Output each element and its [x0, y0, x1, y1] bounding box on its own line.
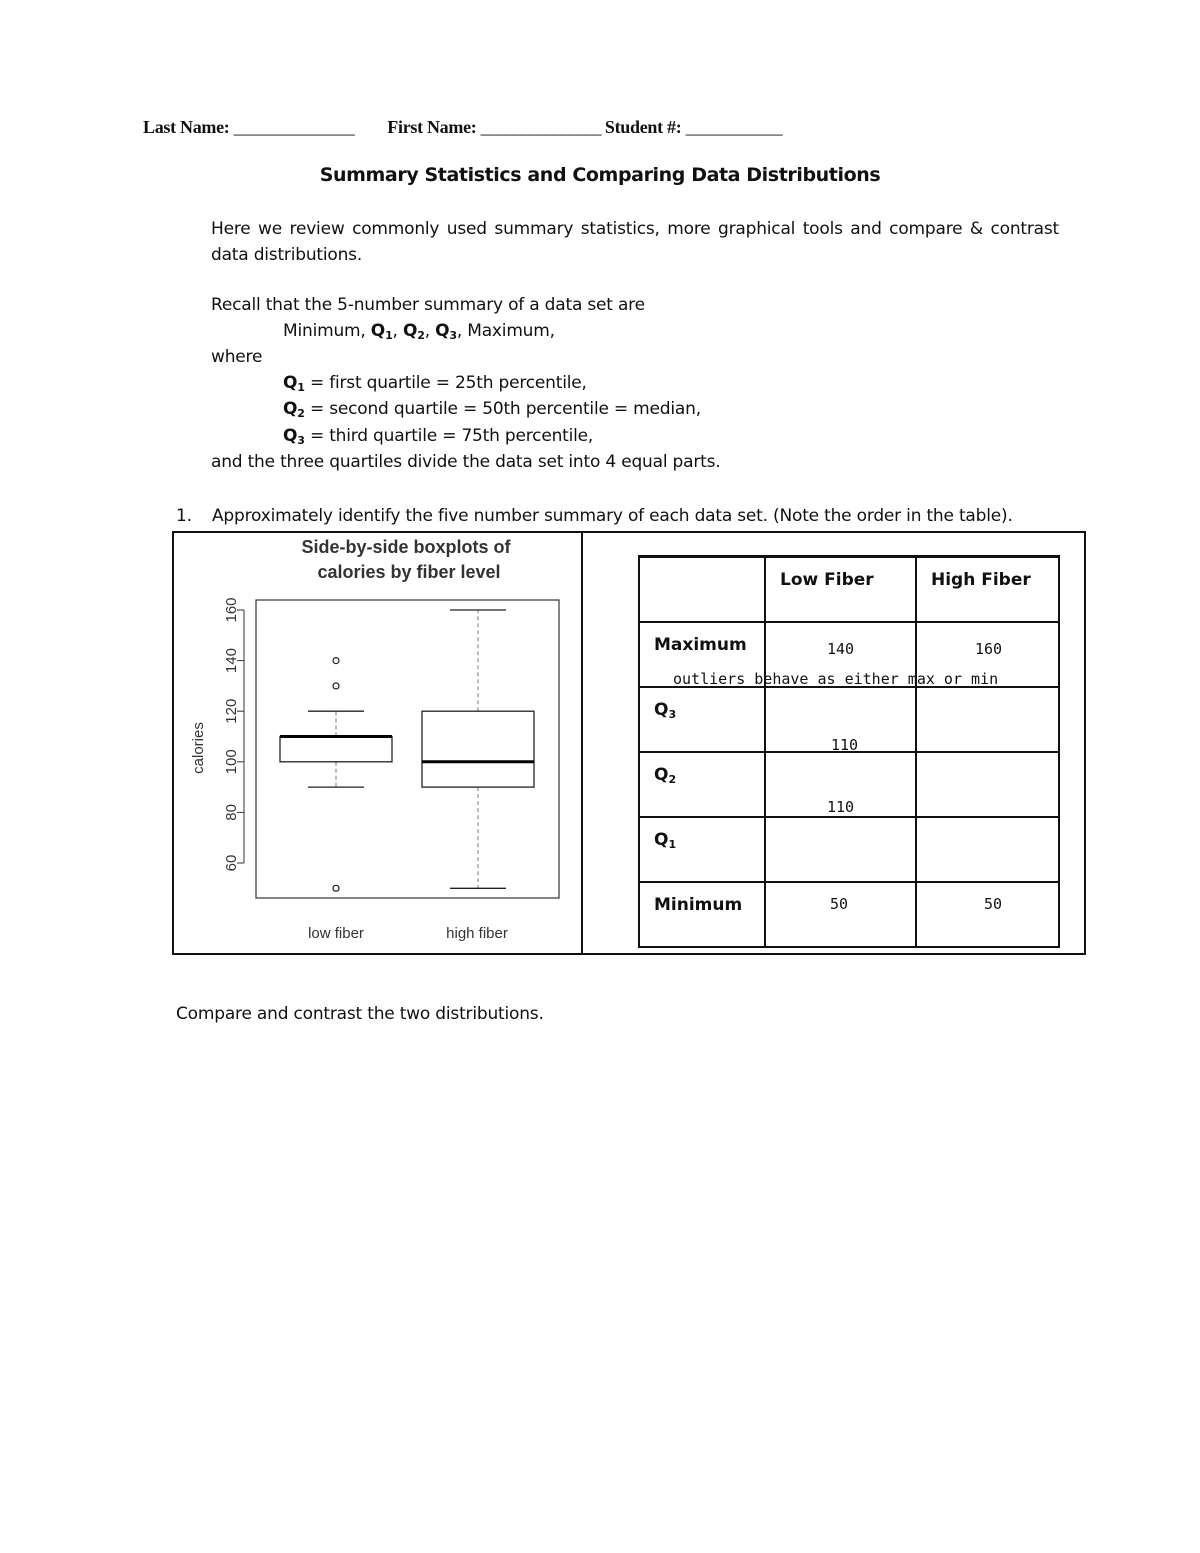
- cell-q1-high[interactable]: [916, 817, 1059, 882]
- student-number-field[interactable]: ____________: [685, 117, 782, 137]
- y-tick-label-140: 140: [223, 648, 240, 674]
- y-axis-label: calories: [190, 722, 207, 774]
- cell-q3-low[interactable]: 110: [765, 687, 916, 752]
- closing-sentence: and the three quartiles divide the data set into 4 equal parts.: [211, 452, 721, 472]
- question-number: 1.: [176, 506, 192, 526]
- question-text: Approximately identify the five number summary of each data set. (Note the order in the table).: [212, 506, 1013, 526]
- cell-q1-low[interactable]: [765, 817, 916, 882]
- boxplot-svg: [176, 534, 578, 950]
- row-label-q2: $Q_2$: [639, 752, 765, 817]
- where-text: where: [211, 347, 263, 367]
- name-header: [143, 117, 1043, 143]
- y-tick-label-80: 80: [223, 804, 240, 821]
- header-high-fiber: High Fiber: [916, 557, 1059, 622]
- x-tick-label-low-fiber: low fiber: [308, 925, 364, 942]
- table-header-row: [639, 557, 1059, 622]
- row-label-q3: $Q_3$: [639, 687, 765, 752]
- outlier-low-fiber-130: [333, 683, 339, 689]
- cell-min-high[interactable]: 50: [916, 882, 1059, 947]
- y-tick-label-100: 100: [223, 749, 240, 775]
- last-name-label: Last Name:: [143, 117, 230, 137]
- chart-title-line-2: calories by fiber level: [317, 562, 501, 582]
- iqr-box-high-fiber: [422, 711, 534, 787]
- outlier-low-fiber-140: [333, 658, 339, 664]
- first-name-label: First Name:: [387, 117, 477, 137]
- row-label-maximum: Maximum: [639, 622, 765, 687]
- table-row-q3: [639, 687, 1059, 752]
- row-label-q1: $Q_1$: [639, 817, 765, 882]
- recall-line: Recall that the 5-number summary of a data set are: [211, 295, 645, 315]
- five-number-list: Minimum, $Q_1$, $Q_2$, $Q_3$, Maximum,: [283, 321, 555, 342]
- cell-max-high[interactable]: 160: [916, 622, 1059, 687]
- frame-divider: [581, 531, 583, 955]
- cell-q2-high[interactable]: [916, 752, 1059, 817]
- student-number-label: Student #:: [604, 117, 682, 137]
- table-row-q1: [639, 817, 1059, 882]
- q1-definition: $Q_1$ = first quartile = 25th percentile,: [283, 373, 587, 394]
- table-row-minimum: [639, 882, 1059, 947]
- y-tick-label-160: 160: [223, 597, 240, 623]
- y-tick-label-60: 60: [223, 854, 240, 872]
- table-row-q2: [639, 752, 1059, 817]
- y-tick-label-120: 120: [223, 698, 240, 724]
- table-corner-cell: [639, 557, 765, 622]
- box-low-fiber: [280, 658, 392, 892]
- chart-title-line-1: Side-by-side boxplots of: [301, 537, 511, 557]
- boxplot-chart: [176, 534, 578, 950]
- x-tick-label-high-fiber: high fiber: [446, 925, 508, 942]
- last-name-field[interactable]: _______________: [233, 117, 354, 137]
- q2-definition: $Q_2$ = second quartile = 50th percentile = median,: [283, 399, 701, 420]
- first-name-field[interactable]: _______________: [480, 117, 601, 137]
- iqr-box-low-fiber: [280, 737, 392, 762]
- box-high-fiber: [422, 610, 534, 888]
- row-label-minimum: Minimum: [639, 882, 765, 947]
- cell-q2-low[interactable]: 110: [765, 752, 916, 817]
- intro-paragraph: Here we review commonly used summary statistics, more graphical tools and compare & contrast data distributions.: [211, 219, 1059, 265]
- cell-max-low[interactable]: 140: [765, 622, 916, 687]
- compare-prompt: Compare and contrast the two distributions.: [176, 1004, 544, 1024]
- outlier-note: outliers behave as either max or min: [673, 670, 999, 688]
- header-low-fiber: Low Fiber: [765, 557, 916, 622]
- document-title: Summary Statistics and Comparing Data Distributions: [319, 164, 881, 186]
- outlier-low-fiber-50: [333, 885, 339, 891]
- question-1: [176, 503, 1076, 529]
- cell-q3-high[interactable]: [916, 687, 1059, 752]
- q3-definition: $Q_3$ = third quartile = 75th percentile,: [283, 426, 594, 447]
- five-number-summary-table: [638, 555, 1060, 948]
- cell-min-low[interactable]: 50: [765, 882, 916, 947]
